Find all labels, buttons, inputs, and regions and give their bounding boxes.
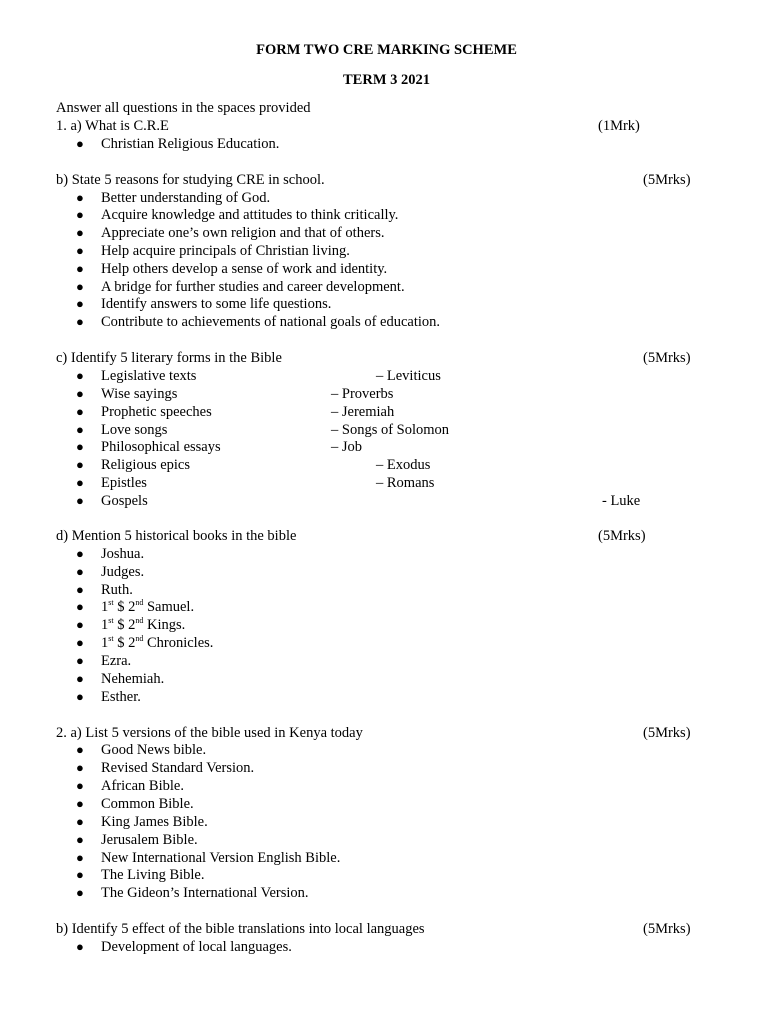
document-title: FORM TWO CRE MARKING SCHEME [256,42,517,58]
marks-1a: (1Mrk) [598,118,640,134]
marks-1d: (5Mrks) [598,528,646,544]
bullet-icon: ● [76,457,84,472]
bullet-icon: ● [76,939,84,954]
literary-example: – Jeremiah [331,404,395,420]
bullet-icon: ● [76,832,84,847]
answer-item: Christian Religious Education. [101,136,280,152]
ordinal-suffix: nd [135,598,144,608]
answer-item: Ezra. [101,653,132,669]
answer-item: Ruth. [101,582,133,598]
answer-item: Nehemiah. [101,671,165,687]
answer-item: Development of local languages. [101,939,292,955]
ordinal-number: 1 [101,635,109,651]
question-1d: d) Mention 5 historical books in the bible [56,528,297,544]
ordinal-number: 1 [101,599,109,615]
answer-item: Acquire knowledge and attitudes to think critically. [101,207,399,223]
marks-2a: (5Mrks) [643,725,691,741]
bullet-icon: ● [76,885,84,900]
answer-item: Appreciate one’s own religion and that of others. [101,225,385,241]
bullet-icon: ● [76,422,84,437]
bullet-icon: ● [76,653,84,668]
answer-item: African Bible. [101,778,184,794]
ordinal-suffix: st [108,634,114,644]
literary-form: Wise sayings [101,386,178,402]
question-1b: b) State 5 reasons for studying CRE in school. [56,172,325,188]
literary-form: Philosophical essays [101,439,221,455]
bullet-icon: ● [76,493,84,508]
answer-item: The Living Bible. [101,867,205,883]
bullet-icon: ● [76,546,84,561]
answer-item: Jerusalem Bible. [101,832,198,848]
ordinal-suffix: st [108,616,114,626]
answer-item: Help acquire principals of Christian living. [101,243,350,259]
bullet-icon: ● [76,867,84,882]
answer-item: Good News bible. [101,742,207,758]
answer-item: Identify answers to some life questions. [101,296,332,312]
answer-item-samuel [101,598,194,616]
bullet-icon: ● [76,582,84,597]
literary-form: Epistles [101,475,147,491]
literary-form: Prophetic speeches [101,404,212,420]
answer-item: Revised Standard Version. [101,760,255,776]
literary-form: Legislative texts [101,368,197,384]
bullet-icon: ● [76,296,84,311]
bullet-icon: ● [76,778,84,793]
book-name: Samuel. [143,599,195,615]
ordinal-number: $ 2 [113,599,136,615]
literary-example: – Songs of Solomon [331,422,450,438]
answer-item: Judges. [101,564,145,580]
bullet-icon: ● [76,475,84,490]
bullet-icon: ● [76,689,84,704]
literary-form: Love songs [101,422,168,438]
ordinal-suffix: st [108,598,114,608]
bullet-icon: ● [76,635,84,650]
document-term: TERM 3 2021 [343,72,430,88]
marks-1b: (5Mrks) [643,172,691,188]
answer-item: A bridge for further studies and career development. [101,279,405,295]
bullet-icon: ● [76,243,84,258]
answer-item: Esther. [101,689,141,705]
bullet-icon: ● [76,314,84,329]
answer-item: Joshua. [101,546,145,562]
bullet-icon: ● [76,671,84,686]
bullet-icon: ● [76,136,84,151]
bullet-icon: ● [76,599,84,614]
instructions: Answer all questions in the spaces provided [56,100,311,116]
bullet-icon: ● [76,796,84,811]
literary-form: Gospels [101,493,148,509]
literary-example: – Job [331,439,363,455]
marks-2b: (5Mrks) [643,921,691,937]
literary-example: – Romans [376,475,435,491]
bullet-icon: ● [76,742,84,757]
bullet-icon: ● [76,368,84,383]
literary-example: – Proverbs [331,386,394,402]
bullet-icon: ● [76,617,84,632]
literary-example: - Luke [602,493,641,509]
bullet-icon: ● [76,386,84,401]
question-2b: b) Identify 5 effect of the bible translations into local languages [56,921,425,937]
bullet-icon: ● [76,760,84,775]
ordinal-number: $ 2 [113,617,136,633]
literary-example: – Exodus [376,457,431,473]
answer-item: New International Version English Bible. [101,850,341,866]
bullet-icon: ● [76,564,84,579]
bullet-icon: ● [76,190,84,205]
bullet-icon: ● [76,404,84,419]
marks-1c: (5Mrks) [643,350,691,366]
question-2a: 2. a) List 5 versions of the bible used in Kenya today [56,725,363,741]
literary-form: Religious epics [101,457,191,473]
answer-item: Contribute to achievements of national goals of education. [101,314,441,330]
answer-item: King James Bible. [101,814,208,830]
answer-item: Better understanding of God. [101,190,271,206]
bullet-icon: ● [76,814,84,829]
ordinal-number: $ 2 [113,635,136,651]
answer-item: Common Bible. [101,796,194,812]
book-name: Chronicles. [143,635,214,651]
bullet-icon: ● [76,279,84,294]
book-name: Kings. [143,617,186,633]
bullet-icon: ● [76,207,84,222]
question-1a: 1. a) What is C.R.E [56,118,169,134]
answer-item: The Gideon’s International Version. [101,885,309,901]
answer-item: Help others develop a sense of work and identity. [101,261,388,277]
ordinal-suffix: nd [135,616,144,626]
answer-item-kings [101,616,185,634]
answer-item-chronicles [101,634,213,652]
bullet-icon: ● [76,850,84,865]
literary-example: – Leviticus [376,368,441,384]
question-1c: c) Identify 5 literary forms in the Bible [56,350,282,366]
bullet-icon: ● [76,225,84,240]
ordinal-suffix: nd [135,634,144,644]
ordinal-number: 1 [101,617,109,633]
bullet-icon: ● [76,439,84,454]
bullet-icon: ● [76,261,84,276]
